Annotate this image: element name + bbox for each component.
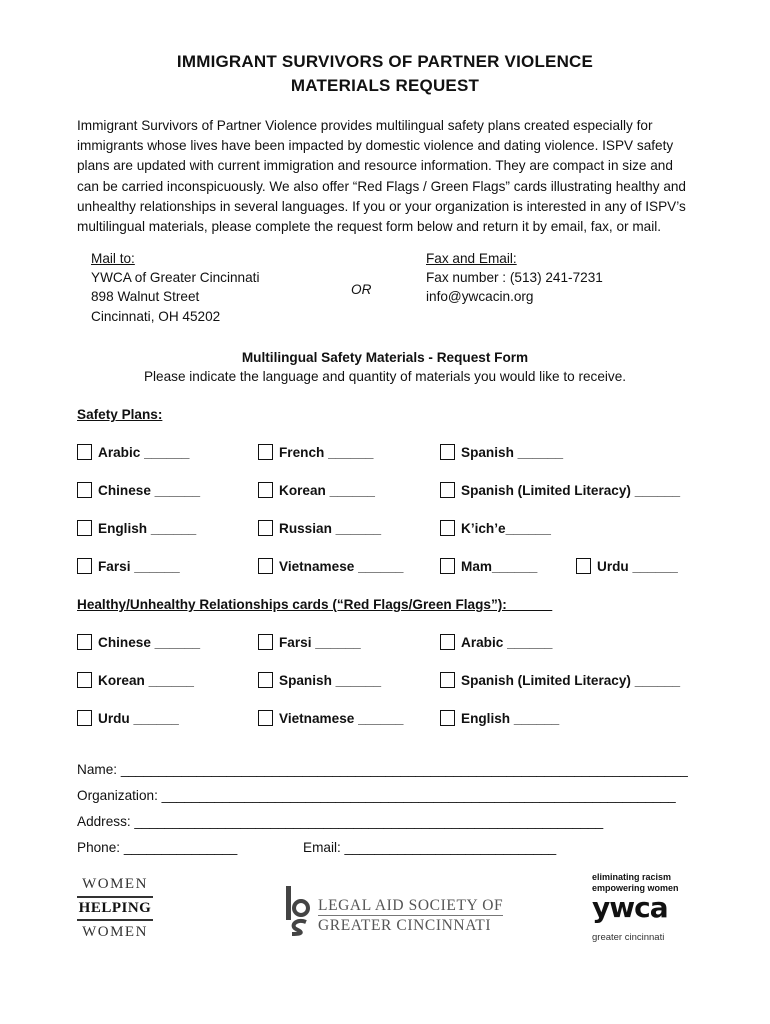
page-subtitle: MATERIALS REQUEST [290, 76, 480, 95]
logo-text: WOMEN [82, 924, 148, 940]
mail-line: YWCA of Greater Cincinnati [91, 270, 260, 286]
ywca-logo [592, 872, 679, 943]
mail-line: 898 Walnut Street [91, 289, 200, 305]
relationship-cards-heading: Healthy/Unhealthy Relationships cards (“Red Flags/Green Flags”):______ [77, 597, 553, 612]
logo-text: eliminating racism [592, 872, 672, 882]
card-english[interactable]: English ______ [440, 710, 559, 726]
safety-plan-farsi[interactable]: Farsi ______ [77, 558, 180, 574]
safety-plan-english[interactable]: English ______ [77, 520, 196, 536]
checkbox[interactable] [440, 520, 455, 536]
name-field[interactable]: Name: ___________________________________________________________________________ [77, 762, 688, 777]
address-field[interactable]: Address: ______________________________________________________________ [77, 814, 604, 829]
safety-plan-mam[interactable]: Mam______ [440, 558, 537, 574]
checkbox[interactable] [77, 482, 92, 498]
checkbox[interactable] [258, 444, 273, 460]
logo-text: HELPING [77, 896, 153, 921]
card-spanish[interactable]: Spanish ______ [258, 672, 381, 688]
card-vietnamese[interactable]: Vietnamese ______ [258, 710, 403, 726]
checkbox[interactable] [258, 634, 273, 650]
logo-text: GREATER CINCINNATI [318, 915, 503, 935]
fax-heading: Fax and Email: [426, 251, 517, 266]
checkbox[interactable] [576, 558, 591, 574]
or-label: OR [351, 282, 372, 297]
mail-line: Cincinnati, OH 45202 [91, 308, 221, 324]
logo-text: LEGAL AID SOCIETY OF [318, 897, 504, 914]
safety-plan-spanish[interactable]: Spanish ______ [440, 444, 563, 460]
checkbox[interactable] [440, 444, 455, 460]
card-urdu[interactable]: Urdu ______ [77, 710, 179, 726]
fax-number: Fax number : (513) 241-7231 [426, 270, 603, 286]
checkbox[interactable] [77, 520, 92, 536]
mail-block [91, 249, 259, 326]
checkbox[interactable] [440, 634, 455, 650]
checkbox[interactable] [440, 710, 455, 726]
checkbox[interactable] [258, 558, 273, 574]
card-korean[interactable]: Korean ______ [77, 672, 194, 688]
checkbox[interactable] [440, 672, 455, 688]
logo-text: empowering women [592, 883, 679, 893]
card-chinese[interactable]: Chinese ______ [77, 634, 200, 650]
checkbox[interactable] [258, 520, 273, 536]
safety-plan-kiche[interactable]: K’ich’e______ [440, 520, 551, 536]
safety-plan-korean[interactable]: Korean ______ [258, 482, 375, 498]
page-title: IMMIGRANT SURVIVORS OF PARTNER VIOLENCE [176, 52, 594, 71]
form-subheading: Please indicate the language and quantity of materials you would like to receive. [143, 369, 627, 384]
email-field[interactable]: Email: ____________________________ [303, 840, 557, 855]
mail-heading: Mail to: [91, 251, 135, 266]
card-arabic[interactable]: Arabic ______ [440, 634, 552, 650]
organization-field[interactable]: Organization: ____________________________________________________________________ [77, 788, 676, 803]
checkbox[interactable] [258, 710, 273, 726]
phone-field[interactable]: Phone: _______________ [77, 840, 238, 855]
form-heading: Multilingual Safety Materials - Request Form [241, 350, 529, 365]
checkbox[interactable] [440, 482, 455, 498]
women-helping-women-logo [77, 876, 153, 941]
safety-plan-urdu[interactable]: Urdu ______ [576, 558, 678, 574]
checkbox[interactable] [258, 482, 273, 498]
checkbox[interactable] [258, 672, 273, 688]
logo-text: greater cincinnati [592, 932, 665, 943]
email-address: info@ywcacin.org [426, 289, 534, 305]
safety-plan-spanish-limited[interactable]: Spanish (Limited Literacy) ______ [440, 482, 680, 498]
safety-plan-russian[interactable]: Russian ______ [258, 520, 381, 536]
logo-text: ywca [592, 891, 668, 924]
legal-aid-society-logo [318, 896, 503, 935]
safety-plans-heading: Safety Plans: [77, 407, 163, 422]
safety-plan-french[interactable]: French ______ [258, 444, 373, 460]
logo-text: WOMEN [82, 876, 148, 892]
legal-aid-society-mark-icon [282, 884, 312, 936]
checkbox[interactable] [77, 672, 92, 688]
checkbox[interactable] [77, 444, 92, 460]
checkbox[interactable] [440, 558, 455, 574]
card-farsi[interactable]: Farsi ______ [258, 634, 361, 650]
checkbox[interactable] [77, 710, 92, 726]
checkbox[interactable] [77, 634, 92, 650]
safety-plan-chinese[interactable]: Chinese ______ [77, 482, 200, 498]
safety-plan-vietnamese[interactable]: Vietnamese ______ [258, 558, 403, 574]
card-spanish-limited[interactable]: Spanish (Limited Literacy) ______ [440, 672, 680, 688]
checkbox[interactable] [77, 558, 92, 574]
intro-paragraph: Immigrant Survivors of Partner Violence provides multilingual safety plans created especially for immigrants whose lives have been impacted by domestic violence and dating violence. ISPV safety plans are updated with current immigration and resource information. They are compact in size and can be carried inconspicuously. We also offer “Red Flags / Green Flags” cards illustrating healthy and unhealthy relationships in several languages. If you or your organization is interested in any of ISPV’s multilingual materials, please complete the request form below and return it by email, fax, or mail. [77, 118, 686, 235]
fax-email-block [426, 249, 603, 307]
safety-plan-arabic[interactable]: Arabic ______ [77, 444, 189, 460]
